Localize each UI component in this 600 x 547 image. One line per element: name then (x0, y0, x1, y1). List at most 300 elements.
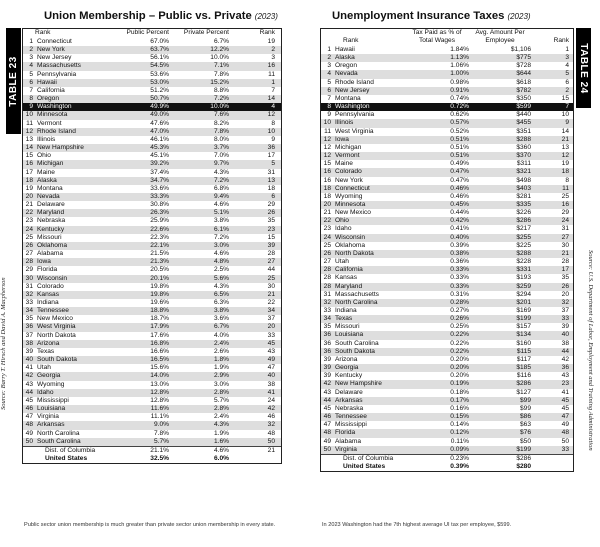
table-row (321, 185, 573, 193)
value-cell: 0.44% (450, 209, 469, 217)
value-cell: 0.40% (405, 234, 469, 242)
rank-cell: 16 (321, 168, 333, 176)
state-cell: Rhode Island (335, 78, 374, 86)
value-cell: 7.0% (213, 152, 229, 160)
state-cell: Texas (333, 315, 405, 323)
state-cell: Pennsylvania (335, 111, 375, 119)
rank-cell: 36 (323, 339, 331, 347)
value-cell: 12.8% (119, 389, 169, 397)
table-row (321, 356, 573, 364)
rank-cell: 34 (229, 307, 281, 315)
table-row (321, 54, 573, 62)
state-cell: Iowa (333, 136, 405, 144)
state-cell: Louisiana (333, 331, 405, 339)
value-cell: 8.0% (213, 135, 229, 143)
rank-cell: 29 (561, 209, 569, 217)
state-cell: Washington (35, 103, 119, 111)
rank-cell: 27 (531, 234, 573, 242)
table-row (23, 266, 281, 274)
value-cell: 3.0% (169, 242, 229, 250)
table-row (321, 446, 573, 455)
table-row (321, 258, 573, 266)
rank-cell: 36 (321, 331, 333, 339)
state-cell: Connecticut (37, 38, 72, 45)
state-cell: Utah (37, 364, 51, 372)
rank-cell: 36 (23, 323, 35, 331)
state-cell: Maine (37, 168, 55, 176)
rank-cell: 42 (321, 380, 333, 388)
value-cell: $286 (469, 217, 531, 225)
value-cell: $286 (469, 380, 531, 388)
rank-cell: 45 (25, 396, 33, 404)
rank-cell: 8 (23, 95, 35, 103)
value-cell: $599 (469, 103, 531, 111)
rank-cell: 38 (23, 340, 35, 348)
table-row (321, 136, 573, 144)
value-cell: 0.16% (450, 404, 469, 412)
value-cell: 0.14% (450, 421, 469, 429)
value-cell: 1.9% (213, 364, 229, 372)
union-source-text: Source: Barry T. Hirsch and David A. Macpherson (0, 277, 7, 410)
table-row (321, 413, 573, 421)
value-cell: 19.8% (150, 282, 169, 290)
table-row (23, 160, 281, 168)
value-cell: 51.2% (150, 86, 169, 94)
rank-cell: 39 (321, 364, 333, 372)
blank-cell (23, 446, 35, 455)
rank-cell: 49 (323, 437, 331, 445)
value-cell: 14.0% (119, 372, 169, 380)
value-cell: 22.3% (150, 233, 169, 241)
value-cell: $370 (469, 152, 531, 160)
value-cell: 17.9% (119, 323, 169, 331)
ui-title-year: (2023) (507, 12, 531, 21)
value-cell: 39.2% (119, 160, 169, 168)
table-row (321, 372, 573, 380)
state-cell: Colorado (333, 168, 405, 176)
state-cell: Massachusetts (35, 62, 119, 70)
state-cell: Kentucky (335, 372, 363, 380)
rank-cell: 50 (23, 438, 35, 447)
value-cell: 0.25% (450, 323, 469, 331)
table-row (23, 332, 281, 340)
value-cell: 3.8% (213, 217, 229, 225)
rank-cell: 17 (267, 152, 275, 160)
rank-cell: 46 (267, 413, 275, 421)
rank-cell: 2 (531, 87, 573, 95)
rank-cell: 25 (561, 192, 569, 200)
rank-cell: 20 (561, 290, 569, 298)
value-cell: 0.49% (450, 160, 469, 168)
value-cell: 0.47% (405, 168, 469, 176)
rank-cell: 46 (23, 405, 35, 413)
table-row (321, 380, 573, 388)
rank-cell: 36 (229, 144, 281, 152)
state-cell: Maryland (35, 209, 119, 217)
rank-cell: 20 (321, 201, 333, 209)
rank-cell: 17 (25, 168, 33, 176)
union-header-row (23, 29, 281, 38)
value-cell: 0.19% (405, 380, 469, 388)
table-row (23, 340, 281, 348)
rank-cell: 27 (229, 258, 281, 266)
value-cell: 1.6% (169, 438, 229, 447)
value-cell: 0.39% (450, 462, 469, 470)
ui-title-text: Unemployment Insurance Taxes (332, 10, 505, 22)
value-cell: $228 (516, 258, 531, 266)
state-cell: Pennsylvania (37, 70, 77, 78)
value-cell: 3.6% (213, 315, 229, 323)
ui-header-tax-paid: Tax Paid as % of Total Wages (412, 29, 462, 44)
value-cell: 4.0% (213, 331, 229, 339)
rank-cell: 4 (565, 62, 569, 70)
value-cell: $199 (469, 315, 531, 323)
value-cell: 4.6% (213, 250, 229, 258)
table-row (23, 62, 281, 70)
blank-cell (23, 455, 35, 463)
value-cell: 8.2% (213, 119, 229, 127)
value-cell: 4.3% (169, 421, 229, 429)
rank-cell: 49 (229, 356, 281, 364)
rank-cell: 30 (23, 275, 35, 283)
ui-header-rank-amount: Rank (553, 37, 569, 44)
table-row (23, 397, 281, 405)
state-cell: Delaware (37, 201, 65, 209)
union-footnote: Public sector union membership is much greater than private sector union membership in every state. (24, 522, 276, 528)
rank-cell: 35 (25, 315, 33, 323)
state-cell: Arizona (35, 340, 119, 348)
rank-cell: 5 (29, 70, 33, 78)
rank-cell: 23 (531, 380, 573, 388)
rank-cell: 46 (321, 413, 333, 421)
value-cell: 2.4% (169, 340, 229, 348)
value-cell: $115 (469, 348, 531, 356)
value-cell: $86 (469, 413, 531, 421)
state-cell: Washington (333, 103, 405, 111)
rank-cell: 13 (229, 177, 281, 185)
rank-cell: 4 (321, 70, 333, 78)
rank-cell: 15 (267, 233, 275, 241)
ui-source (587, 250, 594, 451)
table-row (23, 430, 281, 438)
table-row (321, 168, 573, 176)
table-row (321, 46, 573, 54)
value-cell: 2.5% (213, 266, 229, 274)
table-row (23, 234, 281, 242)
state-cell: Rhode Island (35, 128, 119, 136)
value-cell: 0.23% (405, 454, 469, 463)
rank-cell: 10 (229, 128, 281, 136)
value-cell: $360 (516, 143, 531, 151)
state-cell: Michigan (335, 143, 362, 151)
state-cell: Arkansas (35, 421, 119, 429)
value-cell: $99 (519, 404, 531, 412)
value-cell: $351 (516, 127, 531, 135)
rank-cell: 36 (321, 348, 333, 356)
rank-cell: 43 (25, 380, 33, 388)
rank-cell: 47 (323, 421, 331, 429)
rank-cell: 4 (23, 62, 35, 70)
value-cell: 3.7% (169, 144, 229, 152)
value-cell: $288 (469, 136, 531, 144)
state-cell: Alaska (333, 54, 405, 62)
value-cell: $185 (469, 364, 531, 372)
state-cell: Virginia (333, 446, 405, 455)
state-cell: North Dakota (37, 331, 76, 339)
value-cell: 19.8% (119, 291, 169, 299)
rank-cell: 33 (25, 299, 33, 306)
rank-cell: 10 (321, 119, 333, 127)
rank-cell: 13 (561, 143, 569, 151)
value-cell: 50.7% (119, 95, 169, 103)
rank-cell: 6 (23, 79, 35, 87)
table-row (23, 201, 281, 209)
rank-cell: 43 (267, 347, 275, 355)
state-cell: Hawaii (35, 79, 119, 87)
state-cell: North Carolina (333, 299, 405, 307)
union-title-year: (2023) (254, 12, 278, 21)
value-cell: 5.7% (119, 438, 169, 447)
rank-cell: 24 (321, 234, 333, 242)
rank-cell: 29 (25, 266, 33, 274)
state-cell: Vermont (37, 119, 62, 127)
table-row (321, 438, 573, 446)
value-cell: 18.8% (119, 307, 169, 315)
table-row (321, 299, 573, 307)
value-cell: 53.6% (150, 70, 169, 78)
rank-cell: 47 (531, 413, 573, 421)
rank-cell: 18 (23, 177, 35, 185)
rank-cell: 28 (561, 258, 569, 266)
rank-cell: 35 (267, 217, 275, 225)
value-cell: 47.0% (119, 128, 169, 136)
state-cell: Kansas (35, 291, 119, 299)
rank-cell: 37 (25, 331, 33, 339)
rank-cell: 8 (321, 103, 333, 111)
rank-cell: 16 (531, 201, 573, 209)
state-cell: United States (343, 462, 386, 470)
rank-cell: 22 (23, 209, 35, 217)
value-cell: $775 (469, 54, 531, 62)
table-row (23, 258, 281, 266)
rank-cell: 1 (565, 46, 569, 53)
value-cell: 6.5% (169, 291, 229, 299)
total-row (23, 455, 281, 463)
unemployment-tax-panel (320, 10, 592, 540)
total-row (321, 463, 573, 471)
rank-cell: 12 (321, 136, 333, 144)
rank-cell: 44 (267, 266, 275, 274)
table-row (321, 340, 573, 348)
rank-cell: 39 (561, 323, 569, 331)
rank-cell: 27 (25, 250, 33, 258)
rank-cell: 50 (561, 437, 569, 445)
state-cell: New Jersey (37, 54, 72, 62)
dc-row (23, 446, 281, 455)
blank-cell (531, 463, 573, 471)
table-row (23, 291, 281, 299)
rank-cell: 39 (25, 347, 33, 355)
value-cell: 0.36% (450, 258, 469, 266)
value-cell: 0.31% (450, 290, 469, 298)
value-cell: 4.8% (169, 258, 229, 266)
state-cell: Wisconsin (35, 275, 119, 283)
table-row (321, 87, 573, 95)
value-cell: $331 (469, 266, 531, 274)
rank-cell: 15 (25, 152, 33, 160)
ui-table-title (332, 10, 531, 22)
value-cell: 12.8% (150, 396, 169, 404)
union-header-private: Private Percent (183, 29, 229, 36)
rank-cell: 29 (267, 201, 275, 209)
table-row (321, 242, 573, 250)
value-cell: 1.00% (405, 70, 469, 78)
table-row (23, 111, 281, 119)
rank-cell: 4 (229, 103, 281, 111)
value-cell: 7.8% (213, 70, 229, 78)
value-cell: $134 (469, 331, 531, 339)
state-cell: Mississippi (37, 396, 69, 404)
state-cell: South Carolina (35, 438, 119, 447)
state-cell: Connecticut (333, 185, 405, 193)
table-row (23, 185, 281, 193)
state-cell: Oklahoma (35, 242, 119, 250)
rank-cell: 23 (323, 225, 331, 233)
rank-cell: 23 (229, 226, 281, 234)
union-header-rank: Rank (35, 29, 51, 36)
table-row (321, 429, 573, 437)
rank-cell: 9 (271, 135, 275, 143)
rank-cell: 9 (531, 119, 573, 127)
state-cell: Oregon (35, 95, 119, 103)
rank-cell: 20 (229, 323, 281, 331)
value-cell: $127 (516, 388, 531, 396)
value-cell: 8.8% (213, 86, 229, 94)
state-cell: North Carolina (37, 429, 80, 437)
table-row (23, 348, 281, 356)
state-cell: New York (335, 176, 363, 184)
rank-cell: 12 (531, 152, 573, 160)
rank-cell: 37 (267, 315, 275, 323)
rank-cell: 45 (323, 404, 331, 412)
rank-cell: 33 (267, 331, 275, 339)
value-cell: 0.33% (405, 266, 469, 274)
rank-cell: 40 (229, 372, 281, 380)
rank-cell: 12 (229, 111, 281, 119)
dc-row (321, 454, 573, 463)
rank-cell: 31 (323, 290, 331, 298)
state-cell: Minnesota (333, 201, 405, 209)
table-row (23, 79, 281, 87)
rank-cell: 41 (229, 389, 281, 397)
value-cell: 6.8% (213, 184, 229, 192)
value-cell: 12.2% (169, 46, 229, 54)
value-cell: 17.6% (150, 331, 169, 339)
value-cell: 22.6% (119, 226, 169, 234)
state-cell: South Dakota (35, 356, 119, 364)
value-cell: $76 (469, 429, 531, 437)
table-row (23, 136, 281, 144)
value-cell: $50 (519, 437, 531, 445)
state-cell: New Mexico (335, 209, 371, 217)
value-cell: $280 (516, 462, 531, 470)
rank-cell: 47 (267, 364, 275, 372)
rank-cell: 45 (561, 404, 569, 412)
table-row (321, 201, 573, 209)
table-row (23, 275, 281, 283)
value-cell: 9.4% (169, 193, 229, 201)
value-cell: 3.8% (169, 307, 229, 315)
rank-cell: 50 (321, 446, 333, 455)
table-row (321, 266, 573, 274)
value-cell: 0.47% (450, 176, 469, 184)
state-cell: Ohio (333, 217, 405, 225)
blank-cell (321, 463, 333, 471)
table-row (321, 283, 573, 291)
union-title-text: Union Membership – Public vs. Private (44, 10, 252, 22)
rank-cell: 41 (25, 364, 33, 372)
value-cell: 0.20% (450, 372, 469, 380)
value-cell: 67.0% (150, 38, 169, 45)
state-cell: Wisconsin (333, 234, 405, 242)
value-cell: $728 (516, 62, 531, 70)
value-cell: 5.7% (213, 396, 229, 404)
state-cell: Alabama (37, 250, 64, 258)
state-cell: New York (35, 46, 119, 54)
value-cell: $259 (469, 283, 531, 291)
value-cell: 63.7% (119, 46, 169, 54)
value-cell: 0.72% (405, 103, 469, 111)
state-cell: Wyoming (37, 380, 65, 388)
value-cell: $193 (516, 274, 531, 282)
rank-cell: 47 (25, 413, 33, 421)
table-row (321, 315, 573, 323)
ui-table-box (320, 28, 574, 472)
value-cell: 0.28% (405, 299, 469, 307)
union-membership-table (23, 29, 281, 463)
state-cell: Nebraska (37, 217, 66, 225)
ui-header-row (321, 29, 573, 46)
table-row (321, 193, 573, 201)
value-cell: $281 (516, 192, 531, 200)
value-cell: 0.27% (450, 307, 469, 314)
state-cell: Dist. of Columbia (333, 454, 405, 463)
table-row (23, 323, 281, 331)
value-cell: 11.6% (119, 405, 169, 413)
table-row (23, 71, 281, 79)
rank-cell: 41 (561, 388, 569, 396)
state-cell: Illinois (37, 135, 56, 143)
value-cell: $440 (516, 111, 531, 119)
value-cell: 0.22% (405, 348, 469, 356)
value-cell: 0.39% (450, 241, 469, 249)
value-cell: $455 (469, 119, 531, 127)
rank-cell: 7 (531, 103, 573, 111)
table-row (23, 87, 281, 95)
state-cell: Maine (335, 160, 353, 168)
rank-cell: 21 (531, 136, 573, 144)
value-cell: $201 (469, 299, 531, 307)
value-cell: $782 (469, 87, 531, 95)
value-cell: 0.11% (450, 437, 469, 445)
value-cell: 0.12% (405, 429, 469, 437)
state-cell: Arkansas (333, 397, 405, 405)
table-row (321, 234, 573, 242)
state-cell: Hawaii (335, 46, 355, 53)
rank-cell: 34 (23, 307, 35, 315)
rank-cell: 25 (229, 275, 281, 283)
value-cell: 6.7% (213, 38, 229, 45)
